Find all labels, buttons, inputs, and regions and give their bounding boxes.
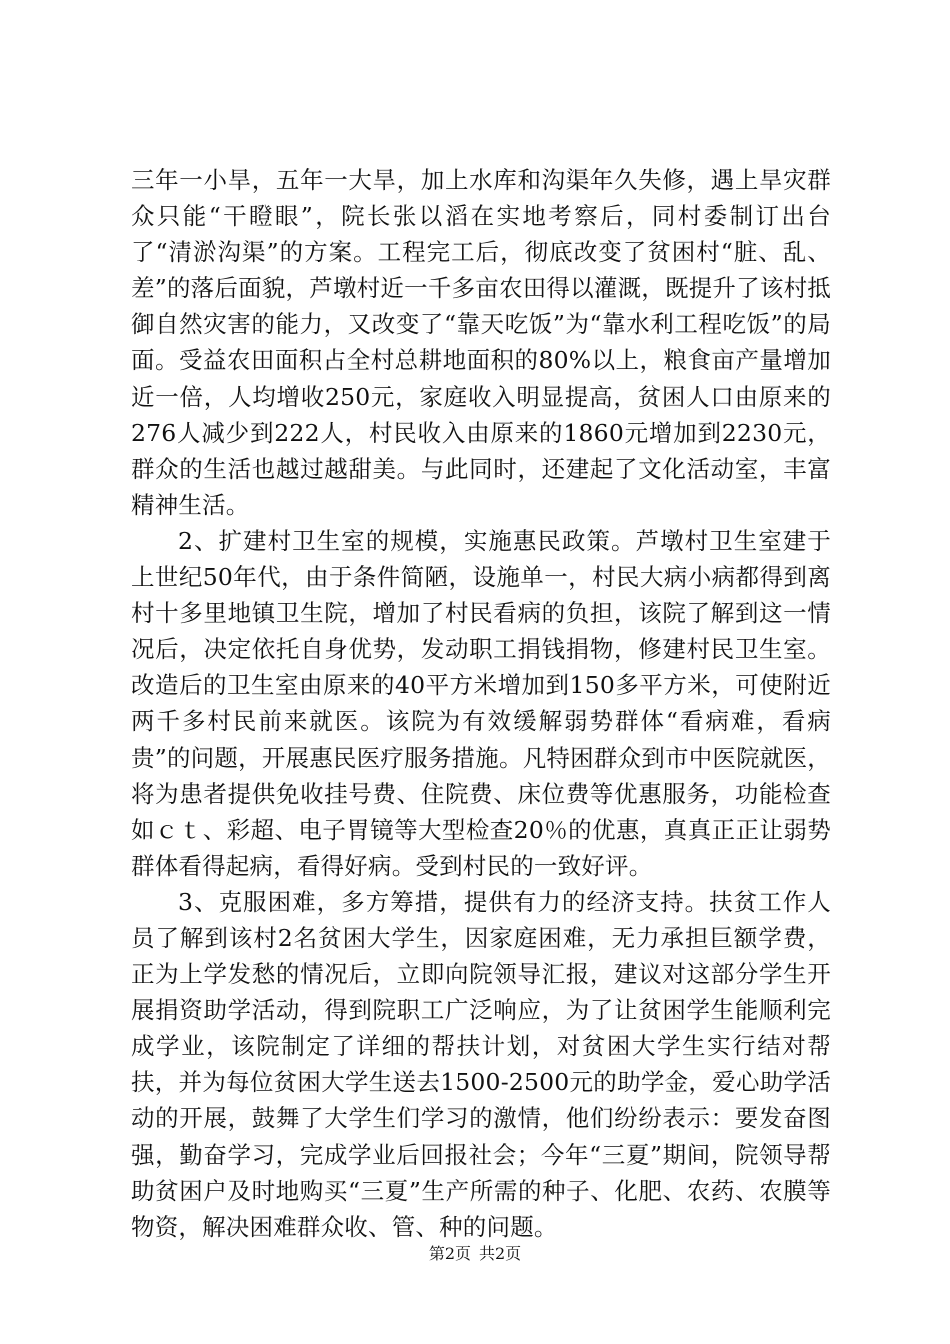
page-footer: [0, 1244, 950, 1264]
paragraph-3: 3、克服困难，多方筹措，提供有力的经济支持。扶贫工作人员了解到该村2名贫困大学生，因家庭困难，无力承担巨额学费，正为上学发愁的情况后，立即向院领导汇报，建议对这部分学生开展捐资助学活动，得到院职工广泛响应，为了让贫困学生能顺利完成学业，该院制定了详细的帮扶计划，对贫困大学生实行结对帮扶，并为每位贫困大学生送去1500-2500元的助学金，爱心助学活动的开展，鼓舞了大学生们学习的激情，他们纷纷表示：要发奋图强，勤奋学习，完成学业后回报社会；今年“三夏”期间，院领导帮助贫困户及时地购买“三夏”生产所需的种子、化肥、农药、农膜等物资，解决困难群众收、管、种的问题。: [131, 887, 831, 1241]
document-body: [131, 162, 831, 1245]
page-total: 共2页: [479, 1244, 522, 1263]
paragraph-2: 2、扩建村卫生室的规模，实施惠民政策。芦墩村卫生室建于上世纪50年代，由于条件简陋，设施单一，村民大病小病都得到离村十多里地镇卫生院，增加了村民看病的负担，该院了解到这一情况后，决定依托自身优势，发动职工捐钱捐物，修建村民卫生室。改造后的卫生室由原来的40平方米增加到150多平方米，可使附近两千多村民前来就医。该院为有效缓解弱势群体“看病难，看病贵”的问题，开展惠民医疗服务措施。凡特困群众到市中医院就医，将为患者提供免收挂号费、住院费、床位费等优惠服务，功能检查如ｃｔ、彩超、电子胃镜等大型检查20％的优惠，真真正正让弱势群体看得起病，看得好病。受到村民的一致好评。: [131, 526, 831, 880]
page-number: 第2页: [428, 1244, 471, 1263]
paragraph-1: 三年一小旱，五年一大旱，加上水库和沟渠年久失修，遇上旱灾群众只能“干瞪眼”，院长张以滔在实地考察后，同村委制订出台了“清淤沟渠”的方案。工程完工后，彻底改变了贫困村“脏、乱、差”的落后面貌，芦墩村近一千多亩农田得以灌溉，既提升了该村抵御自然灾害的能力，又改变了“靠天吃饭”为“靠水利工程吃饭”的局面。受益农田面积占全村总耕地面积的80%以上，粮食亩产量增加近一倍，人均增收250元，家庭收入明显提高，贫困人口由原来的276人减少到222人，村民收入由原来的1860元增加到2230元，群众的生活也越过越甜美。与此同时，还建起了文化活动室，丰富精神生活。: [131, 166, 831, 519]
